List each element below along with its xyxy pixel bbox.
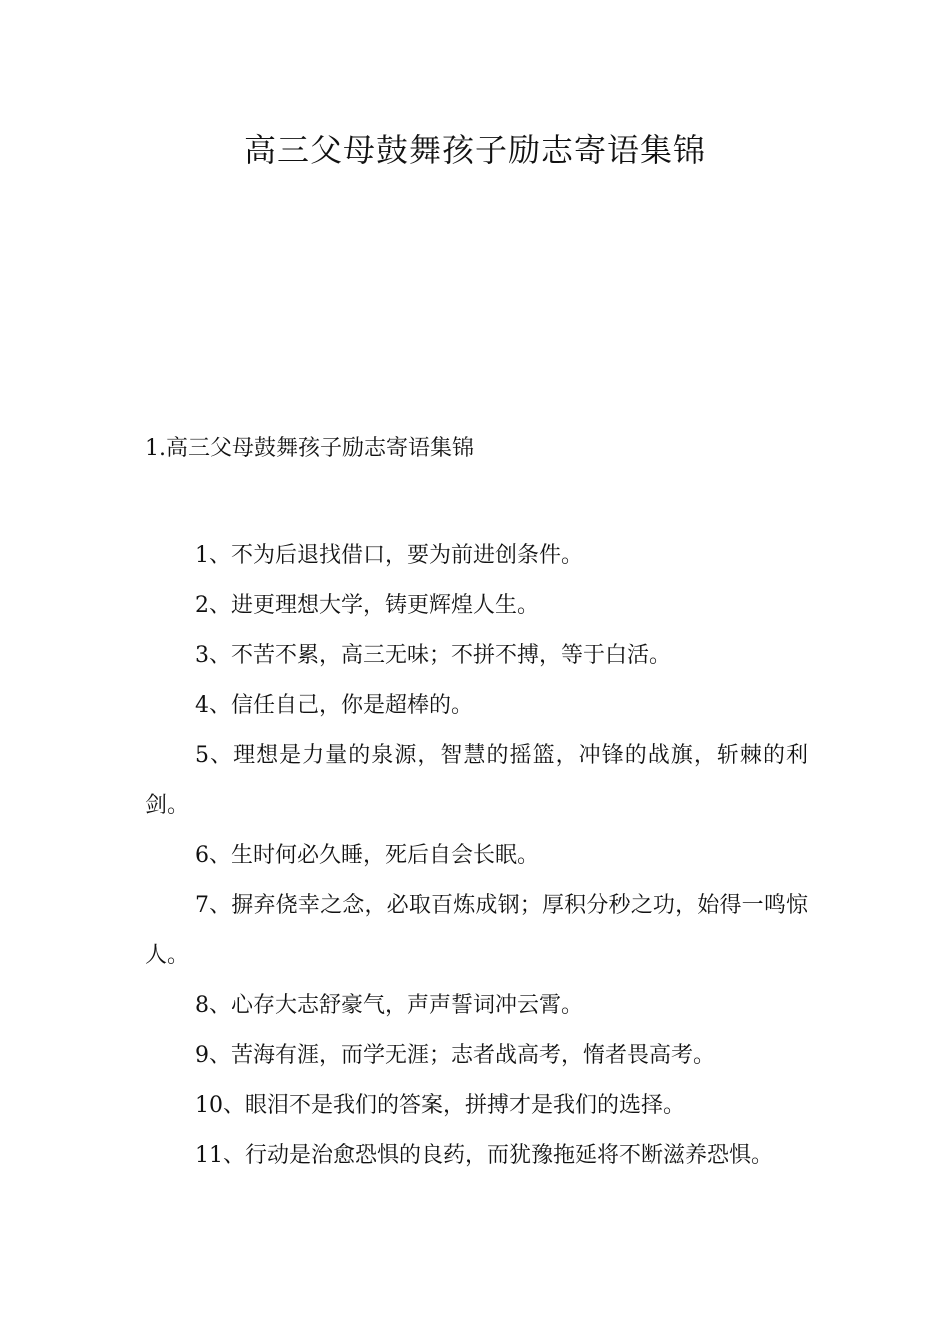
- list-item: 9、苦海有涯，而学无涯；志者战高考，惰者畏高考。: [195, 1043, 715, 1068]
- list-item: 10、眼泪不是我们的答案，拼搏才是我们的选择。: [195, 1093, 685, 1118]
- list-item: 1、不为后退找借口，要为前进创条件。: [195, 543, 583, 568]
- document-title: 高三父母鼓舞孩子励志寄语集锦: [243, 131, 706, 169]
- list-item: 7、摒弃侥幸之念，必取百炼成钢；厚积分秒之功，始得一鸣惊人。: [145, 893, 808, 968]
- list-item: 2、进更理想大学，铸更辉煌人生。: [195, 593, 539, 618]
- list-item: 4、信任自己，你是超棒的。: [195, 693, 473, 718]
- list-item: 11、行动是治愈恐惧的良药，而犹豫拖延将不断滋养恐惧。: [195, 1143, 773, 1168]
- section-heading: 1.高三父母鼓舞孩子励志寄语集锦: [145, 436, 474, 461]
- list-item: 6、生时何必久睡，死后自会长眠。: [195, 843, 539, 868]
- list-item: 5、理想是力量的泉源，智慧的摇篮，冲锋的战旗，斩棘的利剑。: [145, 743, 808, 818]
- list-item: 3、不苦不累，高三无味；不拼不搏，等于白活。: [195, 643, 671, 668]
- quote-list: [145, 531, 808, 1181]
- list-item: 8、心存大志舒豪气，声声誓词冲云霄。: [195, 993, 583, 1018]
